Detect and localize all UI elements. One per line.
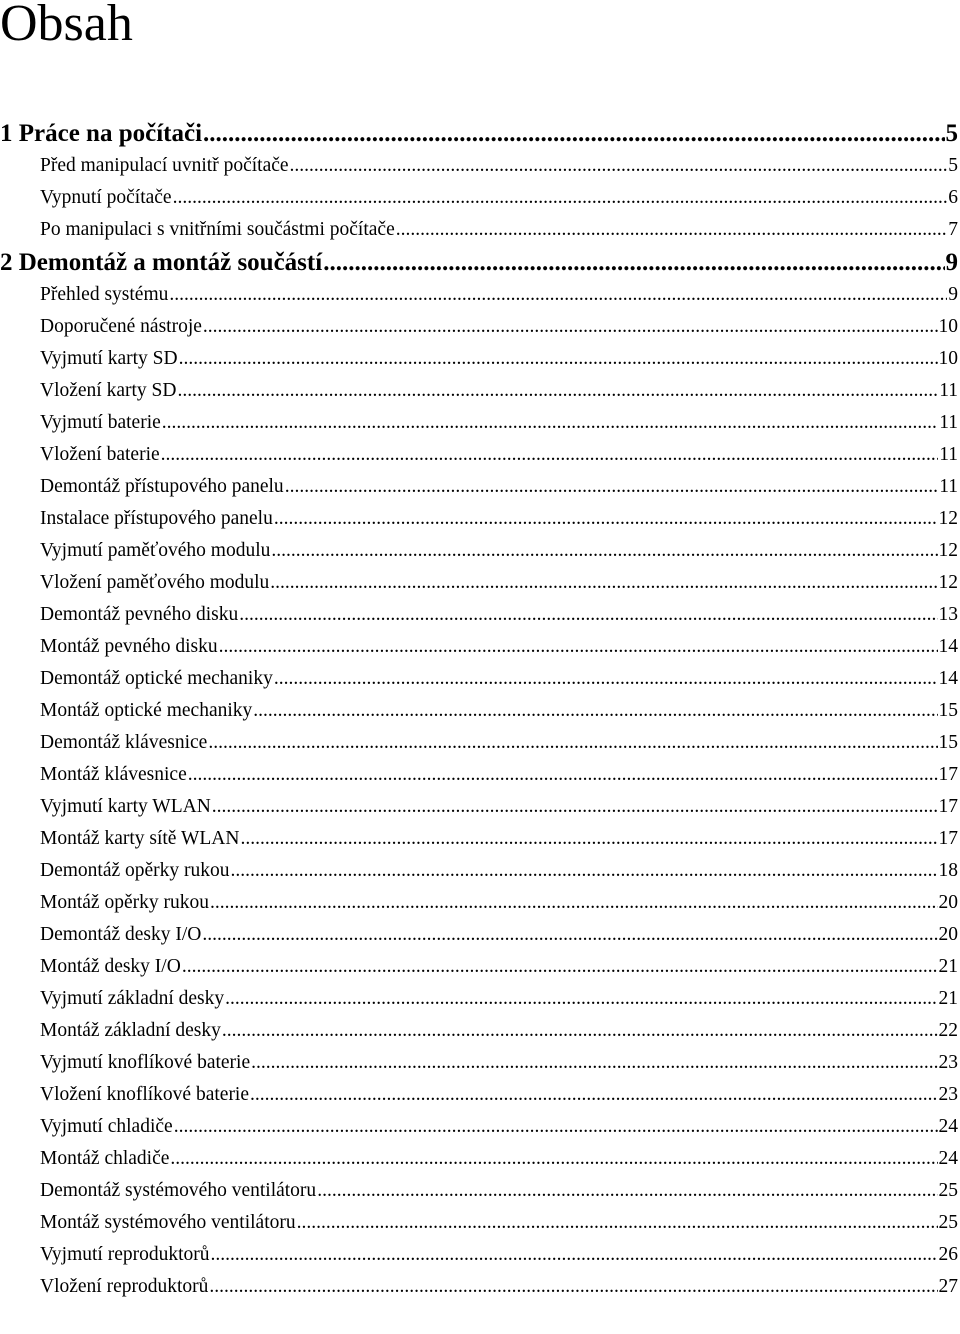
page-title: Obsah bbox=[0, 0, 133, 52]
toc-entry-label: Vložení knoflíkové baterie bbox=[40, 1084, 250, 1105]
toc-section-entry[interactable] bbox=[0, 662, 960, 692]
toc-section-entry[interactable] bbox=[0, 534, 960, 564]
toc-section-entry[interactable] bbox=[0, 1270, 960, 1300]
toc-dot-leader bbox=[231, 858, 938, 884]
toc-dot-leader bbox=[285, 474, 939, 500]
toc-dot-leader bbox=[270, 570, 937, 596]
toc-section-entry[interactable] bbox=[0, 950, 960, 980]
toc-entry-label: Demontáž pevného disku bbox=[40, 604, 239, 625]
toc-entry-label: Demontáž optické mechaniky bbox=[40, 668, 273, 689]
toc-page-number: 12 bbox=[938, 540, 958, 561]
toc-page-number: 11 bbox=[939, 444, 958, 465]
toc-entry-label: Montáž opěrky rukou bbox=[40, 892, 209, 913]
toc-page-number: 15 bbox=[938, 700, 958, 721]
toc-dot-leader bbox=[161, 442, 939, 468]
toc-section-entry[interactable] bbox=[0, 470, 960, 500]
toc-section-entry[interactable] bbox=[0, 502, 960, 532]
toc-page-number: 12 bbox=[938, 572, 958, 593]
toc-page-number: 27 bbox=[938, 1276, 958, 1297]
toc-dot-leader bbox=[169, 282, 947, 308]
toc-page-number: 14 bbox=[938, 668, 958, 689]
toc-dot-leader bbox=[177, 378, 938, 404]
toc-dot-leader bbox=[297, 1210, 938, 1236]
toc-entry-label: 2 Demontáž a montáž součástí bbox=[0, 249, 323, 276]
toc-page-number: 7 bbox=[948, 219, 958, 240]
toc-entry-label: Montáž základní desky bbox=[40, 1020, 221, 1041]
toc-dot-leader bbox=[209, 1274, 937, 1300]
toc-section-entry[interactable] bbox=[0, 854, 960, 884]
toc-entry-label: Demontáž přístupového panelu bbox=[40, 476, 284, 497]
toc-entry-label: Vyjmutí reproduktorů bbox=[40, 1244, 210, 1265]
toc-page-number: 25 bbox=[938, 1180, 958, 1201]
toc-dot-leader bbox=[323, 250, 944, 276]
toc-entry-label: Vyjmutí karty SD bbox=[40, 348, 178, 369]
toc-section-entry[interactable] bbox=[0, 406, 960, 436]
toc-dot-leader bbox=[317, 1178, 937, 1204]
toc-dot-leader bbox=[225, 986, 937, 1012]
toc-entry-label: Přehled systému bbox=[40, 284, 169, 305]
toc-section-entry[interactable] bbox=[0, 1142, 960, 1172]
toc-dot-leader bbox=[188, 762, 938, 788]
toc-entry-label: Montáž klávesnice bbox=[40, 764, 187, 785]
toc-entry-label: Montáž karty sítě WLAN bbox=[40, 828, 240, 849]
toc-section-entry[interactable] bbox=[0, 1206, 960, 1236]
toc-dot-leader bbox=[219, 634, 938, 660]
toc-dot-leader bbox=[179, 346, 938, 372]
toc-page-number: 26 bbox=[938, 1244, 958, 1265]
toc-entry-label: Vyjmutí baterie bbox=[40, 412, 161, 433]
toc-page-number: 17 bbox=[938, 764, 958, 785]
toc-page-number: 14 bbox=[938, 636, 958, 657]
toc-entry-label: Vypnutí počítače bbox=[40, 187, 172, 208]
toc-page-number: 6 bbox=[948, 187, 958, 208]
toc-section-entry[interactable] bbox=[0, 982, 960, 1012]
toc-entry-label: Po manipulaci s vnitřními součástmi počítače bbox=[40, 219, 395, 240]
toc-entry-label: Vyjmutí knoflíkové baterie bbox=[40, 1052, 251, 1073]
toc-section-entry[interactable] bbox=[0, 1238, 960, 1268]
toc-section-entry[interactable] bbox=[0, 566, 960, 596]
toc-page-number: 21 bbox=[938, 956, 958, 977]
toc-section-entry[interactable] bbox=[0, 1014, 960, 1044]
toc-entry-label: Vložení baterie bbox=[40, 444, 160, 465]
toc-page-number: 17 bbox=[938, 828, 958, 849]
toc-entry-label: Vložení reproduktorů bbox=[40, 1276, 209, 1297]
toc-dot-leader bbox=[210, 890, 938, 916]
toc-page-number: 23 bbox=[938, 1052, 958, 1073]
toc-entry-label: Vložení paměťového modulu bbox=[40, 572, 270, 593]
toc-page-number: 20 bbox=[938, 892, 958, 913]
toc-section-entry[interactable] bbox=[0, 790, 960, 820]
toc-dot-leader bbox=[274, 506, 938, 532]
toc-section-entry[interactable] bbox=[0, 374, 960, 404]
toc-dot-leader bbox=[290, 153, 948, 179]
toc-dot-leader bbox=[396, 217, 948, 243]
toc-page-number: 20 bbox=[938, 924, 958, 945]
toc-page-number: 13 bbox=[938, 604, 958, 625]
toc-dot-leader bbox=[182, 954, 938, 980]
toc-section-entry[interactable] bbox=[0, 598, 960, 628]
toc-entry-label: Montáž systémového ventilátoru bbox=[40, 1212, 296, 1233]
toc-entry-label: Demontáž opěrky rukou bbox=[40, 860, 230, 881]
toc-dot-leader bbox=[222, 1018, 938, 1044]
toc-page-number: 23 bbox=[938, 1084, 958, 1105]
toc-page-number: 25 bbox=[938, 1212, 958, 1233]
toc-entry-label: Demontáž desky I/O bbox=[40, 924, 202, 945]
toc-entry-label: Demontáž systémového ventilátoru bbox=[40, 1180, 317, 1201]
toc-entry-label: Montáž chladiče bbox=[40, 1148, 170, 1169]
toc-dot-leader bbox=[208, 730, 937, 756]
toc-section-entry[interactable] bbox=[0, 1078, 960, 1108]
toc-section-entry[interactable] bbox=[0, 918, 960, 948]
toc-section-entry[interactable] bbox=[0, 630, 960, 660]
toc-entry-label: Vyjmutí chladiče bbox=[40, 1116, 173, 1137]
toc-page-number: 15 bbox=[938, 732, 958, 753]
toc-dot-leader bbox=[211, 1242, 938, 1268]
toc-page-number: 9 bbox=[945, 249, 958, 276]
toc-page-number: 12 bbox=[938, 508, 958, 529]
toc-section-entry[interactable] bbox=[0, 213, 960, 243]
toc-page-number: 17 bbox=[938, 796, 958, 817]
toc-section-entry[interactable] bbox=[0, 886, 960, 916]
toc-page-number: 18 bbox=[938, 860, 958, 881]
toc-section-entry[interactable] bbox=[0, 149, 960, 179]
toc-dot-leader bbox=[203, 121, 944, 147]
toc-dot-leader bbox=[174, 1114, 938, 1140]
toc-entry-label: Instalace přístupového panelu bbox=[40, 508, 273, 529]
toc-page-number: 11 bbox=[939, 380, 958, 401]
toc-section-entry[interactable] bbox=[0, 1046, 960, 1076]
toc-entry-label: Demontáž klávesnice bbox=[40, 732, 208, 753]
toc-dot-leader bbox=[203, 314, 938, 340]
toc-entry-label: Montáž pevného disku bbox=[40, 636, 218, 657]
toc-dot-leader bbox=[162, 410, 938, 436]
toc-chapter-entry[interactable] bbox=[0, 246, 960, 276]
toc-page-number: 9 bbox=[948, 284, 958, 305]
toc-section-entry[interactable] bbox=[0, 438, 960, 468]
toc-page-number: 10 bbox=[938, 316, 958, 337]
toc-section-entry[interactable] bbox=[0, 310, 960, 340]
toc-dot-leader bbox=[251, 1050, 937, 1076]
toc-entry-label: Vyjmutí karty WLAN bbox=[40, 796, 211, 817]
toc-entry-label: Montáž optické mechaniky bbox=[40, 700, 253, 721]
toc-section-entry[interactable] bbox=[0, 278, 960, 308]
toc-page-number: 21 bbox=[938, 988, 958, 1009]
toc-page-number: 10 bbox=[938, 348, 958, 369]
toc-section-entry[interactable] bbox=[0, 822, 960, 852]
toc-section-entry[interactable] bbox=[0, 342, 960, 372]
toc-page-number: 24 bbox=[938, 1116, 958, 1137]
toc-page-number: 11 bbox=[939, 412, 958, 433]
toc-page-number: 5 bbox=[948, 155, 958, 176]
toc-dot-leader bbox=[212, 794, 938, 820]
toc-entry-label: Před manipulací uvnitř počítače bbox=[40, 155, 289, 176]
toc-section-entry[interactable] bbox=[0, 1174, 960, 1204]
toc-page-number: 22 bbox=[938, 1020, 958, 1041]
toc-entry-label: Vyjmutí paměťového modulu bbox=[40, 540, 271, 561]
toc-dot-leader bbox=[253, 698, 937, 724]
toc-page-number: 24 bbox=[938, 1148, 958, 1169]
toc-entry-label: Vložení karty SD bbox=[40, 380, 177, 401]
toc-dot-leader bbox=[240, 826, 937, 852]
toc-section-entry[interactable] bbox=[0, 1110, 960, 1140]
toc-dot-leader bbox=[239, 602, 937, 628]
toc-dot-leader bbox=[274, 666, 938, 692]
toc-page-number: 11 bbox=[939, 476, 958, 497]
toc-dot-leader bbox=[271, 538, 937, 564]
toc-chapter-entry[interactable] bbox=[0, 117, 960, 147]
toc-entry-label: 1 Práce na počítači bbox=[0, 120, 203, 147]
toc-page-number: 5 bbox=[945, 120, 958, 147]
toc-section-entry[interactable] bbox=[0, 726, 960, 756]
toc-dot-leader bbox=[173, 185, 948, 211]
toc-dot-leader bbox=[250, 1082, 937, 1108]
toc-entry-label: Montáž desky I/O bbox=[40, 956, 181, 977]
toc-section-entry[interactable] bbox=[0, 181, 960, 211]
toc-section-entry[interactable] bbox=[0, 694, 960, 724]
toc-dot-leader bbox=[170, 1146, 937, 1172]
toc-entry-label: Vyjmutí základní desky bbox=[40, 988, 225, 1009]
toc-entry-label: Doporučené nástroje bbox=[40, 316, 202, 337]
toc-dot-leader bbox=[202, 922, 937, 948]
toc-section-entry[interactable] bbox=[0, 758, 960, 788]
